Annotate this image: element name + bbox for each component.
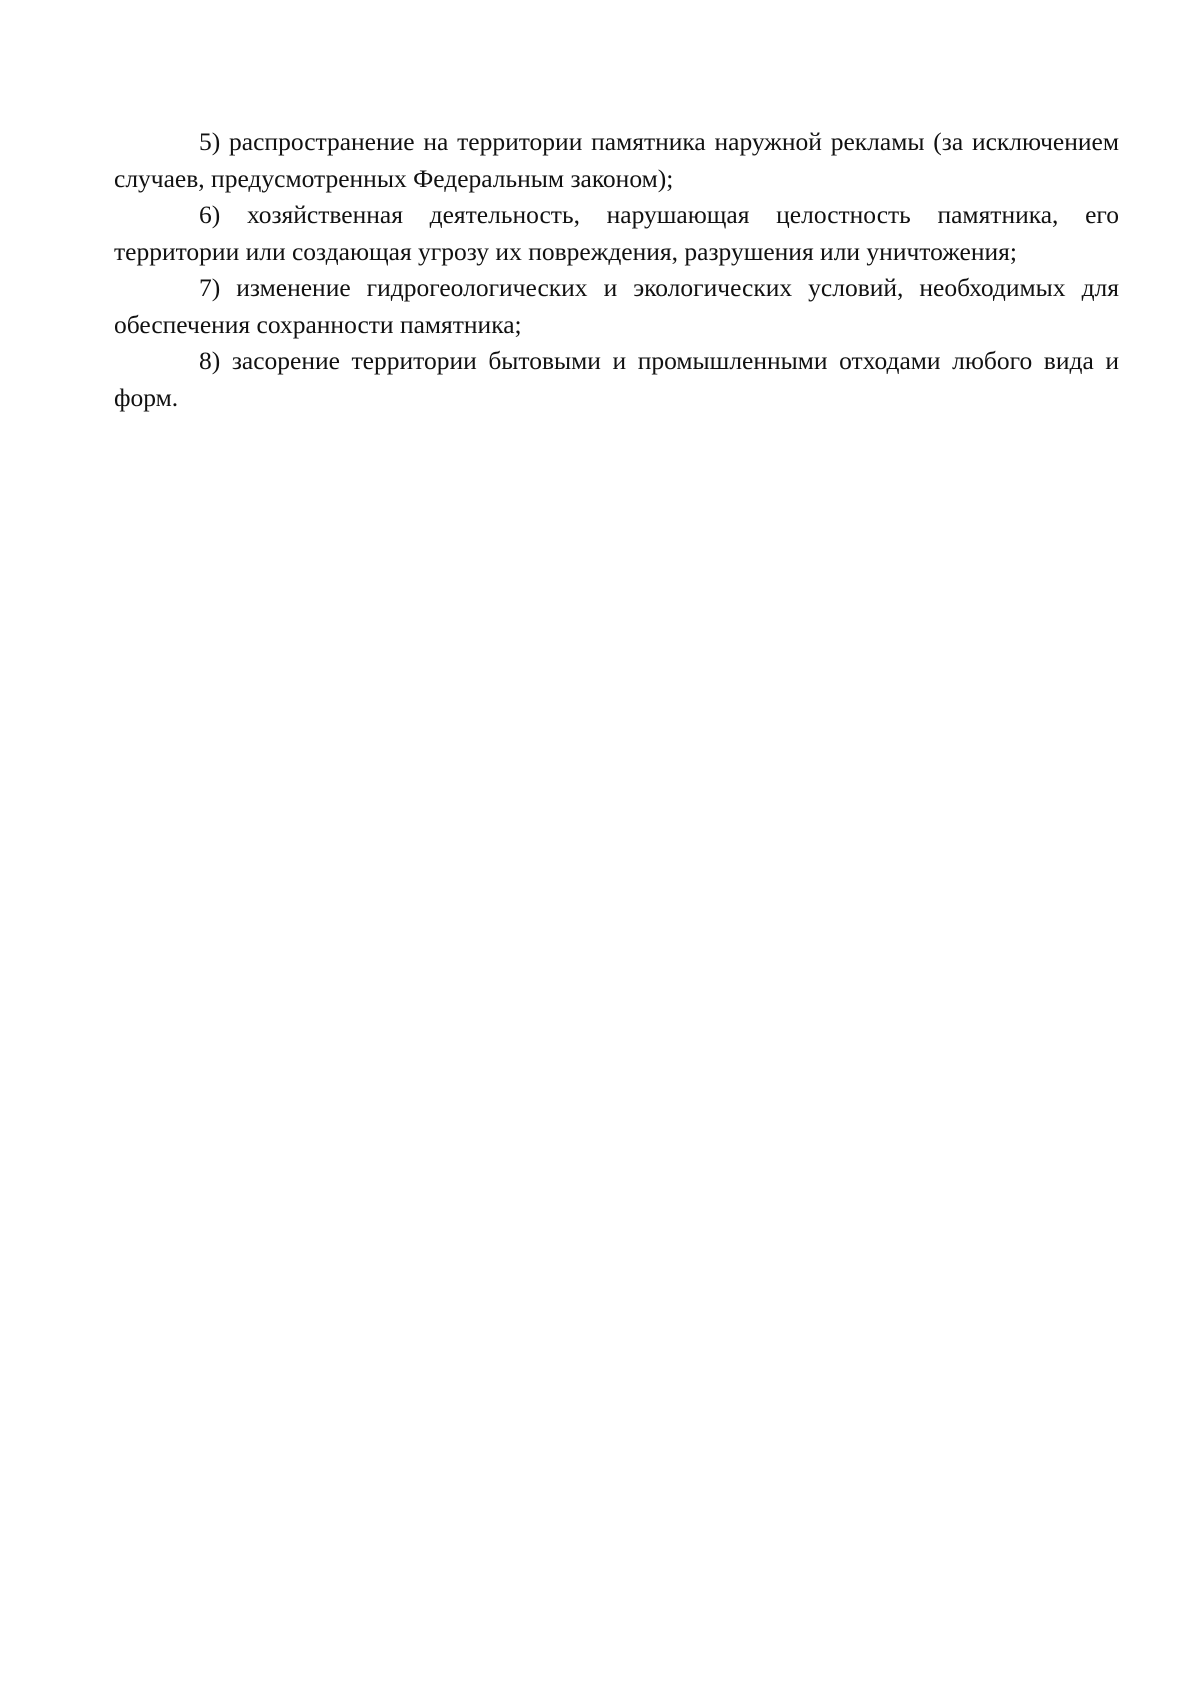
item-number: 7) (199, 273, 221, 302)
list-item-5 (114, 124, 1119, 197)
list-item-6 (114, 197, 1119, 270)
item-number: 8) (199, 346, 221, 375)
item-text: хозяйственная деятельность, нарушающая целостность памятника, его территории или создающая угрозу их повреждения, разрушения или уничтожения; (114, 200, 1120, 266)
item-number: 5) (199, 127, 221, 156)
item-text: распространение на территории памятника наружной рекламы (за исключением случаев, предусмотренных Федеральным законом); (114, 127, 1119, 193)
item-text: засорение территории бытовыми и промышленными отходами любого вида и форм. (114, 346, 1119, 412)
document-body (114, 124, 1119, 416)
item-text: изменение гидрогеологических и экологических условий, необходимых для обеспечения сохранности памятника; (114, 273, 1119, 339)
item-number: 6) (199, 200, 221, 229)
list-item-7 (114, 270, 1119, 343)
list-item-8 (114, 343, 1119, 416)
